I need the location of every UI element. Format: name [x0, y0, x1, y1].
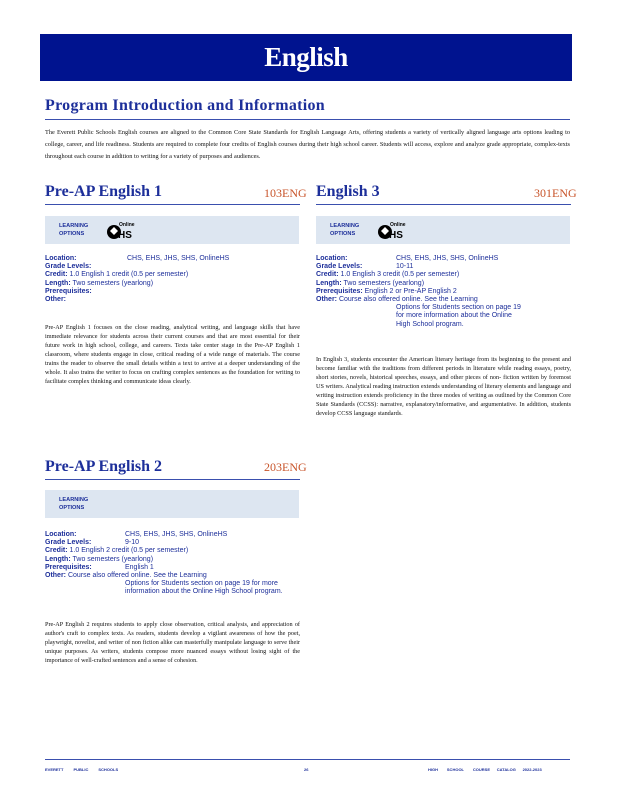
online-hs-logo-icon: [107, 219, 135, 241]
online-hs-logo-icon: [378, 219, 406, 241]
learning-options-box: [45, 216, 299, 244]
footer-school-name: EVERETT PUBLIC SCHOOLS: [45, 767, 119, 772]
course-info-english-3: Location: CHS, EHS, JHS, SHS, OnlineHS Grade Levels: 10-11 Credit: 1.0 English 3 credit (0.5 per semester) Length: Two semesters (yearlong) Prerequisites: English 2 or Pre-AP English 2 Other: Course also offered online. See the Learning Options for Students section on page 19 for more information about the Online High School program.: [316, 255, 521, 328]
course-code: 103ENG: [264, 186, 307, 200]
learning-options-label: LEARNING OPTIONS: [59, 223, 89, 237]
course-description: Pre-AP English 2 requires students to apply close observation, critical analysis, and appreciation of author's craft to complex texts. As readers, students develop a vigilant awareness of how the poet, playwright, novelist, and writer of non fiction alike can masterfully manipulate language to serve their unique purposes. As writers, students compose more nuanced essays without losing sight of the importance of well-crafted sentences and a sense of cohesion.: [45, 621, 300, 664]
course-rule: [316, 204, 571, 205]
svg-text:HS: HS: [389, 230, 403, 241]
footer-catalog-name: HIGH SCHOOL COURSE CATALOG 2022-2023: [428, 767, 542, 772]
svg-text:Online: Online: [119, 222, 135, 228]
course-title-pre-ap-english-1: Pre-AP English 1: [45, 183, 163, 200]
intro-paragraph: The Everett Public Schools English courses are aligned to the Common Core State Standards for English Language Arts, offering students a variety of vertically aligned language arts options leading to college, career, and life readiness. Students are required to complete four credits of English courses during their high school career. Students will access, explore and analyze grade appropriate, complex-texts throughout each course in addition to writing for a variety of purposes and audiences.: [45, 129, 570, 160]
learning-options-label: LEARNING OPTIONS: [59, 497, 89, 511]
course-rule: [45, 479, 300, 480]
learning-options-box: [45, 490, 299, 518]
page-title-banner: [40, 34, 572, 81]
course-info-pre-ap-english-1: Location: CHS, EHS, JHS, SHS, OnlineHS Grade Levels: Credit: 1.0 English 1 credit (0.5 per semester) Length: Two semesters (yearlong) Prerequisites: Other:: [45, 255, 230, 304]
learning-options-box: [316, 216, 570, 244]
learning-options-label: LEARNING OPTIONS: [330, 223, 360, 237]
course-code: 301ENG: [534, 186, 577, 200]
course-info-pre-ap-english-2: Location: CHS, EHS, JHS, SHS, OnlineHS Grade Levels: 9-10 Credit: 1.0 English 2 credit (0.5 per semester) Length: Two semesters (yearlong) Prerequisites: English 1 Other: Course also offered online. See the Learning Options for Students section on page 19 for more information about the Online High School program.: [45, 531, 283, 596]
heading-rule: [45, 119, 570, 120]
footer-rule: [45, 759, 570, 760]
course-description: Pre-AP English 1 focuses on the close reading, analytical writing, and language skills that have immediate relevance for students across their current courses and that are most essential for their future work in high school, college, and careers. Texts take center stage in the Pre-AP English 1 classroom, where students engage in close, critical reading of a wide range of materials. The course trains the reader to observe the small details within a text to arrive at a deeper understanding of the whole. It also trains the writer to focus on crafting complex sentences as the foundation for writing to facilitate complex thinking and communicate ideas clearly.: [45, 324, 300, 385]
course-rule: [45, 204, 300, 205]
svg-text:HS: HS: [118, 230, 132, 241]
course-code: 203ENG: [264, 460, 307, 474]
page-title: English: [264, 42, 348, 72]
course-title-english-3: English 3: [316, 183, 380, 200]
section-heading: Program Introduction and Information: [45, 97, 326, 114]
footer-page-number: 26: [304, 767, 309, 772]
svg-text:Online: Online: [390, 222, 406, 228]
course-description: In English 3, students encounter the American literary heritage from its beginning to the present and become familiar with the traditions from different periods in literature while reading essays, poetry, short stories, novels, historical speeches, essays, and other pieces of non- fiction written by foremost US writers. Analytical reading instruction extends understanding of literary elements and language and writing instruction extends proficiency in the three modes of writing as outlined by the Common Core State Standards (CCSS): narrative, explanatory/informative, and argumentative. In addition, students develop CCSS language standards.: [316, 356, 571, 417]
course-title-pre-ap-english-2: Pre-AP English 2: [45, 458, 163, 475]
